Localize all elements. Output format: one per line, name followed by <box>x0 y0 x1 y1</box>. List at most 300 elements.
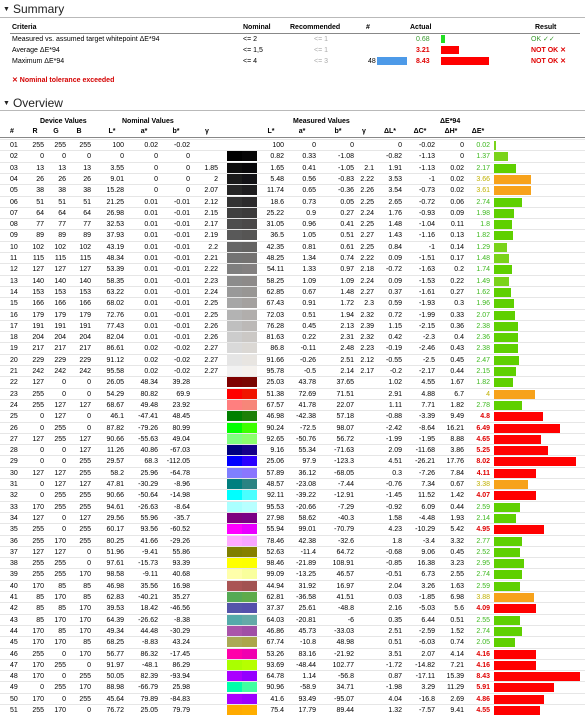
cell-device-r: 127 <box>32 266 44 274</box>
cell-measured-b: -48.8 <box>338 605 354 613</box>
cell-device-r: 217 <box>32 345 44 353</box>
delta-e-bar <box>494 570 522 579</box>
cell-delta-h: 0.36 <box>450 322 464 330</box>
cell-delta-h: 0.27 <box>450 288 464 296</box>
nominal-color-swatch <box>227 332 242 342</box>
cell-device-g: 255 <box>54 661 66 669</box>
column-header-nominal-b: b* <box>172 128 180 135</box>
cell-delta-l: -1.45 <box>386 492 402 500</box>
cell-row-number: 34 <box>10 514 18 522</box>
measured-color-swatch <box>242 377 257 387</box>
nominal-color-swatch <box>227 547 242 557</box>
table-row <box>0 681 585 692</box>
cell-measured-b: 56.72 <box>336 435 354 443</box>
delta-e-bar <box>494 277 509 286</box>
nominal-color-swatch <box>227 264 242 274</box>
cell-nominal-a: 0.01 <box>144 198 158 206</box>
measured-color-swatch <box>242 400 257 410</box>
delta-e-bar <box>494 198 522 207</box>
cell-device-b: 191 <box>79 322 91 330</box>
cell-delta-e: 1.96 <box>476 300 490 308</box>
delta-e-bar <box>494 378 513 387</box>
cell-nominal-a: 0.01 <box>144 266 158 274</box>
cell-device-b: 85 <box>83 639 91 647</box>
cell-delta-e: 1.82 <box>476 232 490 240</box>
delta-e-bar <box>494 401 522 410</box>
cell-measured-b: 102.77 <box>332 661 354 669</box>
cell-measured-a: -39.22 <box>296 492 316 500</box>
measured-color-swatch <box>242 174 257 184</box>
cell-device-g: 0 <box>62 458 66 466</box>
cell-measured-l: 25.22 <box>266 209 284 217</box>
cell-nominal-b: -84.83 <box>170 695 190 703</box>
cell-delta-l: 0.84 <box>388 243 402 251</box>
cell-delta-h: 0.2 <box>454 266 464 274</box>
cell-nominal-a: 82.39 <box>140 673 158 681</box>
cell-measured-b: 1.72 <box>340 300 354 308</box>
summary-section-toggle[interactable] <box>3 2 64 17</box>
table-row <box>0 455 585 466</box>
cell-nominal-b: -0.01 <box>174 255 190 262</box>
table-row <box>0 478 585 489</box>
cell-measured-a: 0.96 <box>302 221 316 229</box>
cell-measured-b: 41.51 <box>336 594 354 601</box>
measured-color-swatch <box>242 479 257 489</box>
cell-nominal-l: 9.01 <box>110 175 124 183</box>
cell-measured-l: 48.25 <box>266 255 284 262</box>
overview-header-line <box>0 137 585 138</box>
cell-device-r: 64 <box>36 209 44 217</box>
cell-measured-a: -21.89 <box>296 560 316 568</box>
nominal-color-swatch <box>227 603 242 613</box>
collapse-triangle-icon[interactable]: ▼ <box>3 6 10 13</box>
cell-row-number: 25 <box>10 413 18 421</box>
cell-nominal-b: -67.03 <box>170 447 190 455</box>
cell-nominal-l: 11.26 <box>107 447 124 455</box>
cell-row-number: 50 <box>10 695 18 703</box>
cell-delta-e: 2.59 <box>476 503 490 511</box>
delta-e-bar <box>494 503 520 512</box>
table-row <box>0 150 585 161</box>
cell-delta-e: 4.07 <box>476 492 490 500</box>
measured-color-swatch <box>242 389 257 399</box>
overview-section-toggle[interactable] <box>3 96 63 111</box>
cell-measured-b: 2.51 <box>340 356 354 364</box>
cell-nominal-b: -0.01 <box>174 243 190 251</box>
measured-color-swatch <box>242 298 257 308</box>
cell-delta-h: 0.44 <box>450 503 464 511</box>
cell-nominal-a: 0.01 <box>144 322 158 330</box>
cell-nominal-b: -0.02 <box>174 356 190 364</box>
cell-delta-h: 1.42 <box>450 492 464 500</box>
measured-color-swatch <box>242 626 257 636</box>
table-row <box>0 410 585 421</box>
delta-e-bar <box>494 469 536 478</box>
cell-measured-gamma: 2.39 <box>360 322 374 330</box>
cell-nominal-a: 25.05 <box>140 707 158 714</box>
cell-row-number: 14 <box>10 288 18 296</box>
cell-delta-e: 2.07 <box>476 311 490 319</box>
cell-measured-b: -70.79 <box>334 526 354 534</box>
cell-measured-b: -6 <box>347 616 354 624</box>
cell-row-number: 09 <box>10 232 18 240</box>
cell-device-b: 127 <box>79 435 91 443</box>
cell-delta-e: 4.8 <box>480 413 490 421</box>
cell-nominal-a: 0.01 <box>144 334 158 342</box>
nominal-color-swatch <box>227 445 242 455</box>
cell-delta-l: 1.32 <box>388 707 402 714</box>
column-header-delta-c: ΔC* <box>413 128 427 135</box>
cell-nominal-b: 48.45 <box>172 413 190 421</box>
cell-delta-e: 1.74 <box>476 266 490 274</box>
cell-nominal-b: -17.45 <box>170 650 190 658</box>
cell-nominal-a: 0 <box>154 153 158 161</box>
cell-measured-b: 98.07 <box>336 424 354 432</box>
cell-device-r: 179 <box>32 311 44 319</box>
cell-delta-e: 3.66 <box>476 175 490 183</box>
measured-color-swatch <box>242 287 257 297</box>
cell-measured-l: 57.89 <box>266 469 284 477</box>
cell-delta-e: 8.43 <box>476 673 490 681</box>
cell-measured-a: 0.33 <box>302 153 316 161</box>
cell-row-number: 48 <box>10 673 18 681</box>
cell-delta-h: 0.13 <box>450 232 464 240</box>
cell-delta-c: -1.53 <box>419 277 435 285</box>
cell-measured-a: 36.12 <box>298 469 316 477</box>
cell-delta-l: 1.8 <box>392 537 402 545</box>
cell-row-number: 07 <box>10 209 18 217</box>
cell-measured-gamma: 2.12 <box>360 356 374 364</box>
delta-e-bar <box>494 220 512 229</box>
cell-delta-l: 0.37 <box>388 288 402 296</box>
summary-bar <box>441 35 445 43</box>
cell-delta-e: 1.82 <box>476 379 490 387</box>
cell-nominal-b: -30.29 <box>170 627 190 635</box>
cell-row-number: 49 <box>10 684 18 692</box>
cell-measured-l: 31.05 <box>266 221 284 229</box>
cell-device-r: 51 <box>36 198 44 206</box>
cell-nominal-l: 82.04 <box>106 334 124 342</box>
cell-device-g: 102 <box>54 243 66 251</box>
delta-e-bar <box>494 390 535 399</box>
cell-nominal-l: 60.17 <box>106 526 124 534</box>
cell-nominal-l: 43.19 <box>106 243 124 251</box>
cell-measured-b: -56.8 <box>338 673 354 681</box>
cell-nominal-a: -30.29 <box>138 481 158 488</box>
nominal-color-swatch <box>227 287 242 297</box>
cell-measured-b: 46.57 <box>336 571 354 579</box>
nominal-color-swatch <box>227 558 242 568</box>
cell-measured-l: 18.6 <box>270 198 284 206</box>
cell-measured-l: 11.74 <box>267 187 284 195</box>
summary-header-result: Result <box>535 24 557 31</box>
measured-color-swatch <box>242 660 257 670</box>
nominal-color-swatch <box>227 389 242 399</box>
cell-nominal-b: -0.01 <box>174 266 190 274</box>
cell-measured-b: 108.91 <box>332 560 354 568</box>
cell-measured-l: 95.53 <box>266 503 284 511</box>
cell-nominal-a: 93.56 <box>140 526 158 534</box>
cell-row-number: 21 <box>10 368 18 375</box>
cell-device-g: 242 <box>54 368 66 375</box>
cell-device-g: 170 <box>54 537 66 545</box>
measured-color-swatch <box>242 197 257 207</box>
cell-measured-gamma: 2.3 <box>364 300 374 308</box>
cell-delta-l: 0.87 <box>388 673 402 681</box>
cell-device-r: 255 <box>32 390 44 398</box>
summary-header-actual: Actual <box>410 24 432 31</box>
delta-e-bar <box>494 604 536 613</box>
cell-measured-a: -42.38 <box>296 413 316 421</box>
cell-measured-gamma: 2.32 <box>360 334 374 342</box>
cell-device-g: 153 <box>54 288 66 296</box>
cell-delta-e: 3.88 <box>476 594 490 601</box>
cell-nominal-l: 32.53 <box>106 221 124 229</box>
cell-delta-c: -26.21 <box>415 458 435 466</box>
delta-e-bar <box>494 254 509 263</box>
cell-nominal-l: 3.55 <box>110 164 124 172</box>
cell-nominal-b: -0.01 <box>174 334 190 342</box>
delta-e-bar <box>494 548 520 557</box>
cell-device-r: 255 <box>32 537 44 545</box>
cell-delta-c: -0.72 <box>419 198 435 206</box>
cell-nominal-gamma: 2.19 <box>204 232 218 240</box>
cell-nominal-a: 86.32 <box>140 650 158 658</box>
cell-nominal-a: 0.01 <box>144 221 158 229</box>
cell-device-g: 255 <box>54 492 66 500</box>
measured-color-swatch <box>242 253 257 263</box>
cell-nominal-l: 90.66 <box>106 435 124 443</box>
cell-measured-l: 86.8 <box>270 345 284 353</box>
cell-device-r: 115 <box>32 255 44 262</box>
cell-delta-l: -0.92 <box>386 503 402 511</box>
table-row <box>0 218 585 229</box>
cell-measured-a: 0.91 <box>302 300 316 308</box>
cell-nominal-b: -0.01 <box>174 322 190 330</box>
cell-delta-h: 6.98 <box>450 594 464 601</box>
column-header-delta-e: ΔE* <box>471 128 485 135</box>
cell-delta-e: 3.61 <box>476 187 490 195</box>
cell-device-r: 204 <box>32 334 44 342</box>
cell-device-r: 170 <box>32 639 44 647</box>
cell-nominal-l: 29.56 <box>106 514 124 522</box>
cell-nominal-a: 0.01 <box>144 255 158 262</box>
cell-device-b: 170 <box>79 684 91 692</box>
nominal-color-swatch <box>227 671 242 681</box>
cell-nominal-a: 0.02 <box>144 345 158 353</box>
cell-device-g: 85 <box>58 627 66 635</box>
cell-nominal-a: -48.1 <box>142 661 158 669</box>
cell-measured-l: 78.46 <box>266 537 284 545</box>
cell-row-number: 27 <box>10 435 18 443</box>
cell-nominal-l: 88.98 <box>106 684 124 692</box>
nominal-color-swatch <box>227 649 242 659</box>
cell-delta-l: 4.51 <box>388 458 402 466</box>
cell-measured-a: -23.08 <box>296 481 316 488</box>
cell-delta-h: 17.76 <box>446 458 464 466</box>
cell-delta-e: 5.25 <box>476 447 490 455</box>
cell-delta-e: 2.59 <box>476 582 490 590</box>
cell-device-g: 127 <box>54 548 66 556</box>
nominal-color-swatch <box>227 513 242 523</box>
cell-nominal-a: 0.01 <box>144 243 158 251</box>
cell-measured-b: -21.92 <box>334 650 354 658</box>
cell-measured-a: -50.76 <box>296 435 316 443</box>
cell-measured-a: 1.34 <box>302 255 316 262</box>
cell-nominal-b: -35.7 <box>174 514 190 522</box>
cell-nominal-b: -64.78 <box>170 469 190 477</box>
measured-color-swatch <box>242 151 257 161</box>
delta-e-bar <box>494 435 541 444</box>
cell-nominal-a: -9.11 <box>142 571 158 579</box>
cell-row-number: 43 <box>10 616 18 624</box>
cell-measured-l: 81.63 <box>266 334 284 342</box>
cell-measured-l: 67.74 <box>266 639 284 647</box>
cell-nominal-l: 90.66 <box>106 492 124 500</box>
cell-nominal-b: -8.96 <box>174 481 190 488</box>
delta-e-bar <box>494 288 511 297</box>
cell-device-g: 127 <box>54 469 66 477</box>
cell-delta-c: 4.55 <box>421 379 435 387</box>
cell-measured-b: -7.44 <box>338 481 354 488</box>
cell-measured-l: 64.78 <box>266 673 284 681</box>
cell-delta-h: 0.14 <box>450 243 464 251</box>
cell-delta-l: 2.65 <box>388 198 402 206</box>
cell-device-b: 127 <box>79 447 91 455</box>
table-row <box>0 693 585 704</box>
nominal-color-swatch <box>227 524 242 534</box>
cell-delta-h: 9.41 <box>450 707 464 714</box>
cell-delta-c: -7.57 <box>419 707 435 714</box>
cell-device-b: 26 <box>83 175 91 183</box>
table-row <box>0 535 585 546</box>
summary-result: OK ✓✓ <box>531 36 555 43</box>
nominal-color-swatch <box>227 490 242 500</box>
table-row <box>0 173 585 184</box>
measured-color-swatch <box>242 513 257 523</box>
cell-delta-e: 2.52 <box>476 548 490 556</box>
cell-delta-e: 1.62 <box>476 288 490 296</box>
cell-device-r: 0 <box>40 413 44 421</box>
cell-nominal-l: 50.05 <box>106 673 124 681</box>
cell-device-r: 102 <box>32 243 44 251</box>
cell-nominal-a: 0.01 <box>144 209 158 217</box>
collapse-triangle-icon[interactable]: ▼ <box>3 100 10 107</box>
column-header-measured-l: L* <box>267 128 275 135</box>
cell-delta-e: 5.91 <box>476 684 490 692</box>
delta-e-bar <box>494 706 540 715</box>
cell-measured-b: -0.83 <box>338 175 354 183</box>
cell-delta-c: -1.13 <box>419 164 435 172</box>
cell-nominal-b: 43.24 <box>172 639 190 647</box>
cell-device-r: 166 <box>32 300 44 308</box>
cell-device-r: 85 <box>36 594 44 601</box>
table-row <box>0 523 585 534</box>
cell-delta-h: 6.7 <box>454 390 464 398</box>
cell-nominal-gamma: 2.21 <box>204 255 218 262</box>
cell-delta-c: -2.5 <box>422 356 435 364</box>
cell-row-number: 47 <box>10 661 18 669</box>
cell-measured-a: 1.33 <box>302 266 316 274</box>
cell-device-b: 255 <box>79 469 91 477</box>
cell-delta-l: -1.98 <box>386 684 402 692</box>
measured-color-swatch <box>242 649 257 659</box>
cell-row-number: 10 <box>10 243 18 251</box>
table-row <box>0 670 585 681</box>
cell-delta-l: 1.91 <box>388 164 402 172</box>
cell-delta-h: 1.93 <box>450 514 464 522</box>
cell-device-b: 127 <box>79 514 91 522</box>
cell-device-g: 89 <box>58 232 66 240</box>
cell-nominal-b: -0.01 <box>174 277 190 285</box>
cell-measured-b: 2.13 <box>340 322 354 330</box>
cell-nominal-a: 0.02 <box>144 142 158 149</box>
cell-device-g: 26 <box>58 175 66 183</box>
cell-measured-a: -0.11 <box>300 345 316 353</box>
summary-recommended: <= 1 <box>314 47 329 54</box>
table-row <box>0 557 585 568</box>
table-row <box>0 591 585 602</box>
cell-nominal-gamma: 2.15 <box>204 209 218 217</box>
cell-nominal-l: 100 <box>112 142 124 149</box>
table-row <box>0 196 585 207</box>
cell-device-r: 26 <box>36 175 44 183</box>
table-row <box>0 241 585 252</box>
cell-measured-gamma: 2.24 <box>360 209 374 217</box>
cell-device-b: 89 <box>83 232 91 240</box>
cell-measured-l: 51.38 <box>266 390 284 398</box>
delta-e-bar <box>494 683 554 692</box>
cell-delta-e: 2.77 <box>476 537 490 545</box>
cell-measured-b: -33.03 <box>334 627 354 635</box>
cell-measured-b: 71.51 <box>336 390 354 398</box>
cell-nominal-b: -0.02 <box>174 142 190 149</box>
cell-device-b: 170 <box>79 605 91 613</box>
measured-color-swatch <box>242 185 257 195</box>
cell-measured-l: 92.11 <box>267 492 284 500</box>
cell-row-number: 05 <box>10 187 18 195</box>
table-row <box>0 162 585 173</box>
delta-e-bar <box>494 311 515 320</box>
nominal-color-swatch <box>227 355 242 365</box>
cell-delta-l: -0.68 <box>386 548 402 556</box>
cell-nominal-gamma: 2.26 <box>204 322 218 330</box>
table-row <box>0 309 585 320</box>
cell-delta-h: 0.02 <box>450 187 464 195</box>
delta-e-bar <box>494 695 544 704</box>
nominal-color-swatch <box>227 163 242 173</box>
cell-row-number: 22 <box>10 379 18 387</box>
cell-device-g: 0 <box>62 514 66 522</box>
cell-delta-c: -17.11 <box>415 673 435 681</box>
cell-device-g: 255 <box>54 435 66 443</box>
cell-device-g: 0 <box>62 379 66 387</box>
cell-delta-e: 4.16 <box>476 650 490 658</box>
cell-nominal-b: -8.64 <box>174 503 190 511</box>
measured-color-swatch <box>242 445 257 455</box>
cell-delta-c: -5.03 <box>419 605 435 613</box>
cell-delta-c: 6.44 <box>421 616 435 624</box>
cell-nominal-l: 63.22 <box>106 288 124 296</box>
cell-nominal-a: 0.02 <box>144 356 158 364</box>
cell-delta-l: -0.76 <box>386 481 402 488</box>
table-row <box>0 648 585 659</box>
cell-measured-b: -71.63 <box>334 447 354 455</box>
cell-measured-b: -1.05 <box>338 164 354 172</box>
cell-device-b: 170 <box>79 650 91 658</box>
cell-nominal-b: 86.29 <box>172 661 190 669</box>
cell-delta-l: -0.82 <box>386 153 402 161</box>
